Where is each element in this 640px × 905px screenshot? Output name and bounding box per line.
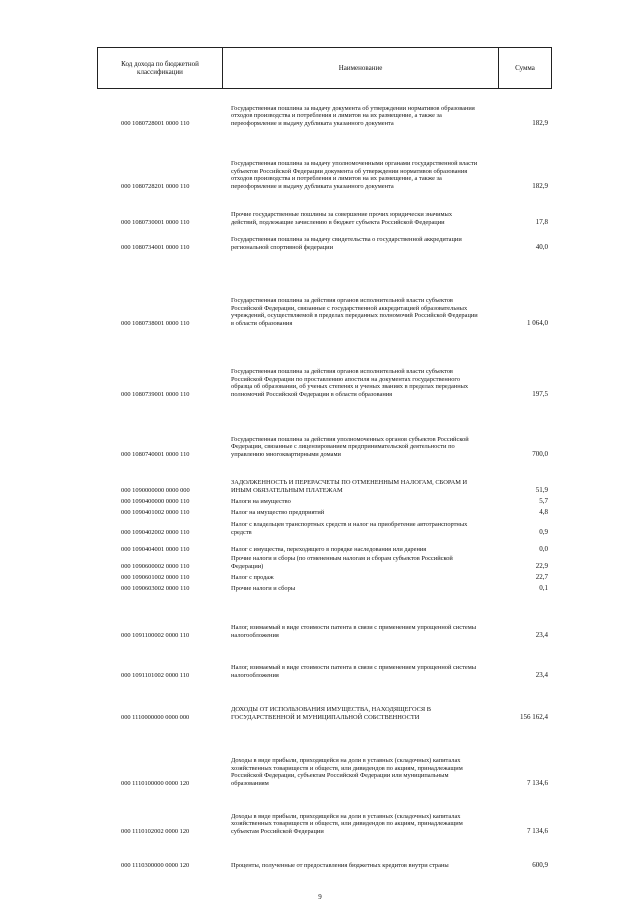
row-code: 000 1080728201 0000 110	[121, 182, 190, 190]
table-row	[0, 853, 640, 869]
table-row	[0, 232, 640, 251]
table-row	[0, 96, 640, 127]
row-sum: 7 134,6	[527, 778, 548, 787]
row-name: Государственная пошлина за действия уполномоченных органов субъектов Российской Федерации, связанные с лицензированием предпринимательской деятельности по управлению многоквартирными домами	[231, 435, 469, 458]
table-row	[0, 753, 640, 787]
row-sum: 0,1	[539, 583, 548, 592]
row-code: 000 1090000000 0000 000	[121, 486, 190, 494]
table-row	[0, 476, 640, 494]
row-name: Государственная пошлина за действия органов исполнительной власти субъектов Российской Федерации по проставлению апостиля на документах государственного образца об образовании, об ученых степенях и ученых званиях в пределах переданных полномочий Российской Федерации в области образования	[231, 368, 469, 398]
row-sum: 5,7	[539, 496, 548, 505]
table-row	[0, 811, 640, 835]
row-sum: 4,8	[539, 507, 548, 516]
row-name: Налог с продаж	[231, 573, 274, 581]
table-row	[0, 704, 640, 721]
row-sum: 7 134,6	[527, 826, 548, 835]
row-code: 000 1080728001 0000 110	[121, 119, 190, 127]
row-sum: 40,0	[535, 242, 548, 251]
row-sum: 197,5	[532, 389, 548, 398]
row-code: 000 1110300000 0000 120	[121, 861, 190, 869]
row-code: 000 1090603002 0000 110	[121, 584, 190, 592]
row-sum: 22,7	[535, 572, 548, 581]
row-code: 000 1090600002 0000 110	[121, 562, 190, 570]
table-row	[0, 623, 640, 639]
table-row	[0, 508, 640, 516]
table-row	[0, 497, 640, 505]
row-code: 000 1110102002 0000 120	[121, 827, 190, 835]
row-name: Налог, взимаемый в виде стоимости патента в связи с применением упрощенной системы налогообложения	[231, 664, 477, 679]
row-code: 000 1080734001 0000 110	[121, 243, 190, 251]
row-sum: 22,9	[535, 561, 548, 570]
row-sum: 600,9	[532, 860, 548, 869]
row-name: Налог, взимаемый в виде стоимости патента в связи с применением упрощенной системы налогообложения	[231, 624, 477, 639]
row-name: Доходы в виде прибыли, приходящейся на доли в уставных (складочных) капиталах хозяйственных товариществ и обществ, или дивидендов по акциям, принадлежащим Российской Федерации, субъектам Российской Федерации или муниципальным образованиям	[231, 757, 463, 787]
row-name: Проценты, полученные от предоставления бюджетных кредитов внутри страны	[231, 861, 449, 869]
row-code: 000 1080730001 0000 110	[121, 218, 190, 226]
table-row	[0, 554, 640, 570]
row-code: 000 1090400000 0000 110	[121, 497, 190, 505]
row-name: ЗАДОЛЖЕННОСТЬ И ПЕРЕРАСЧЕТЫ ПО ОТМЕНЕННЫМ НАЛОГАМ, СБОРАМ И ИНЫМ ОБЯЗАТЕЛЬНЫМ ПЛАТЕЖАМ	[231, 479, 468, 494]
table-header	[97, 47, 552, 89]
table-row	[0, 573, 640, 581]
row-sum: 0,9	[539, 527, 548, 536]
row-name: Налог с владельцев транспортных средств и налог на приобретение автотранспортных средств	[231, 521, 468, 536]
row-sum: 156 162,4	[520, 712, 548, 721]
row-code: 000 1080740001 0000 110	[121, 450, 190, 458]
row-name: Государственная пошлина за действия органов исполнительной власти субъектов Российской Федерации, связанные с государственной аккредитацией образовательных учреждений, осуществляемой в пределах переданных полномочий Российской Федерации в области образования	[231, 297, 478, 327]
row-code: 000 1080739001 0000 110	[121, 390, 190, 398]
header-name: Наименование	[223, 48, 499, 88]
row-code: 000 1090402002 0000 110	[121, 528, 190, 536]
row-name: Доходы в виде прибыли, приходящейся на доли в уставных (складочных) капиталах хозяйственных товариществ и обществ, или дивидендов по акциям, принадлежащим субъектам Российской Федерации	[231, 812, 463, 835]
table-row	[0, 519, 640, 536]
row-name: Налоги на имущество	[231, 497, 291, 505]
row-code: 000 1090401002 0000 110	[121, 508, 190, 516]
row-name: Прочие налоги и сборы (по отмененным налогам и сборам субъектов Российской Федерации)	[231, 555, 453, 570]
table-row	[0, 584, 640, 592]
row-sum: 700,0	[532, 449, 548, 458]
table-row	[0, 352, 640, 398]
table-row	[0, 199, 640, 226]
row-name: Государственная пошлина за выдачу документа об утверждении нормативов образования отходов производства и потребления и лимитов на их размещение, а также за переоформление и выдачу дубликата указанного документа	[231, 104, 475, 127]
row-sum: 182,9	[532, 118, 548, 127]
row-sum: 23,4	[535, 670, 548, 679]
row-name: Государственная пошлина за выдачу свидетельства о государственной аккредитации региональной спортивной федерации	[231, 236, 462, 251]
header-code: Код дохода по бюджетной классификации	[98, 48, 223, 88]
row-name: Налог на имущество предприятий	[231, 508, 325, 516]
row-code: 000 1091101002 0000 110	[121, 671, 190, 679]
row-sum: 1 064,0	[527, 318, 548, 327]
row-sum: 17,8	[535, 217, 548, 226]
row-code: 000 1091100002 0000 110	[121, 631, 190, 639]
table-row	[0, 545, 640, 553]
row-name: ДОХОДЫ ОТ ИСПОЛЬЗОВАНИЯ ИМУЩЕСТВА, НАХОДЯЩЕГОСЯ В ГОСУДАРСТВЕННОЙ И МУНИЦИПАЛЬНОЙ СОБСТВЕННОСТИ	[231, 706, 432, 721]
table-row	[0, 433, 640, 458]
header-sum: Сумма	[515, 64, 535, 72]
table-row	[0, 289, 640, 327]
row-sum: 51,9	[535, 485, 548, 494]
row-name: Государственная пошлина за выдачу уполномоченными органами государственной власти субъектов Российской Федерации документа об утверждении нормативов образования отходов производства и потребления и лимитов на их размещение, а также за переоформление и выдачу дубликата указанного документа	[231, 160, 478, 190]
row-code: 000 1090601002 0000 110	[121, 573, 190, 581]
row-sum: 182,9	[532, 181, 548, 190]
row-sum: 23,4	[535, 630, 548, 639]
row-name: Налог с имущества, переходящего в порядке наследования или дарения	[231, 545, 427, 553]
row-name: Прочие государственные пошлины за совершение прочих юридически значимых действий, подлежащие зачислению в бюджет субъекта Российской Федерации	[231, 211, 453, 226]
row-code: 000 1110100000 0000 120	[121, 779, 190, 787]
row-sum: 0,0	[539, 544, 548, 553]
row-code: 000 1090404001 0000 110	[121, 545, 190, 553]
table-row	[0, 142, 640, 190]
row-code: 000 1110000000 0000 000	[121, 713, 190, 721]
row-code: 000 1080738001 0000 110	[121, 319, 190, 327]
page-number: 9	[318, 893, 322, 901]
row-name: Прочие налоги и сборы	[231, 584, 296, 592]
table-row	[0, 663, 640, 679]
